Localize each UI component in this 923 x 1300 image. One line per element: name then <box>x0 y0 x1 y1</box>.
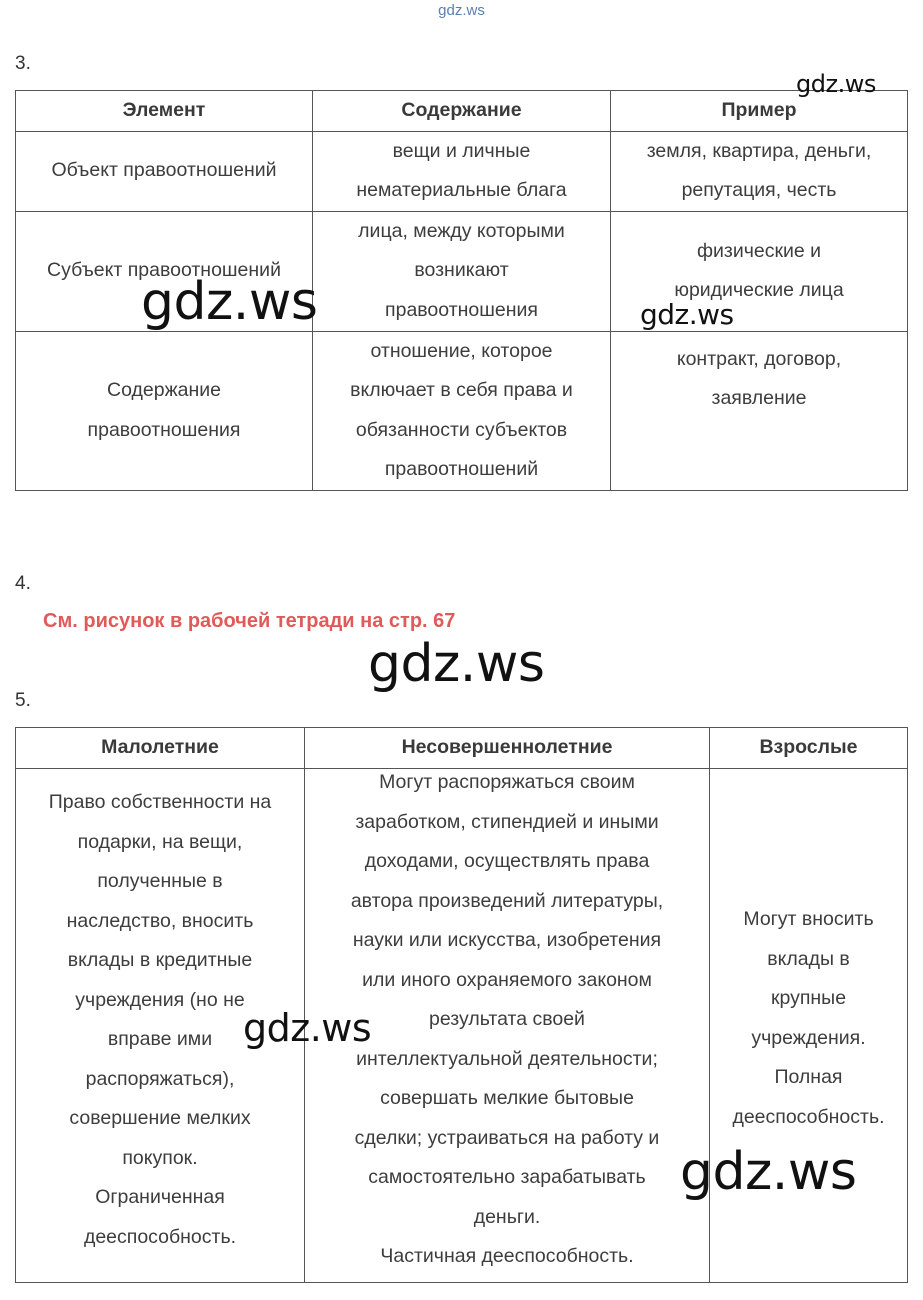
cell-content <box>313 131 611 211</box>
cell-line: возникают <box>414 259 509 281</box>
cell-line: крупные <box>770 987 847 1009</box>
watermark-text: gdz.ws <box>796 70 876 98</box>
cell-element <box>16 331 313 490</box>
cell-example <box>611 131 908 211</box>
cell-line: интеллектуальной деятельности; <box>356 1047 658 1070</box>
cell-line: контракт, договор, <box>676 347 842 370</box>
cell-line: Полная <box>774 1066 843 1088</box>
header-juveniles: Несовершеннолетние <box>305 728 710 769</box>
cell-line: совершать мелкие бытовые <box>380 1087 634 1109</box>
cell-line: заработком, стипендией и иными <box>355 810 659 833</box>
cell-line: физические и <box>696 239 822 262</box>
cell-line: вправе ими <box>107 1028 213 1050</box>
cell-line: вклады в <box>767 947 850 970</box>
cell-line: учреждения (но не <box>75 988 245 1011</box>
cell-line: земля, квартира, деньги, <box>646 139 872 162</box>
cell-line: или иного охраняемого законом <box>362 968 652 991</box>
workbook-reference-note: См. рисунок в рабочей тетради на стр. 67 <box>43 610 456 632</box>
cell-line: правоотношений <box>384 458 539 480</box>
cell-line: Право собственности на <box>48 791 272 813</box>
cell-line: науки или искусства, изобретения <box>352 929 662 951</box>
cell-line: Могут распоряжаться своим <box>379 771 635 793</box>
header-content: Содержание <box>313 91 611 132</box>
cell-line: наследство, вносить <box>66 909 254 932</box>
cell-line: Субъект правоотношений <box>47 259 281 282</box>
cell-element <box>16 131 313 211</box>
cell-line: Объект правоотношений <box>51 159 277 182</box>
section-3-number: 3. <box>15 53 31 74</box>
cell-line: распоряжаться), <box>85 1067 235 1090</box>
cell-line: лица, между которыми <box>358 219 565 242</box>
watermark-text: gdz.ws <box>243 1006 372 1050</box>
cell-line: репутация, честь <box>681 179 837 201</box>
cell-line: доходами, осуществлять права <box>364 850 650 872</box>
cell-line: отношение, которое <box>370 339 553 362</box>
watermark-text: gdz.ws <box>141 272 318 332</box>
cell-line: дееспособность. <box>732 1105 885 1128</box>
cell-line: обязанности субъектов <box>355 418 568 441</box>
watermark-text: gdz.ws <box>680 1142 857 1202</box>
section-5-number: 5. <box>15 690 31 711</box>
cell-line: заявление <box>711 387 807 409</box>
cell-line: Частичная дееспособность. <box>380 1245 634 1267</box>
cell-line: дееспособность. <box>83 1225 237 1248</box>
cell-line: нематериальные блага <box>356 179 567 201</box>
cell-line: Ограниченная <box>95 1186 225 1208</box>
cell-line: деньги. <box>473 1205 541 1228</box>
cell-example <box>611 331 908 490</box>
cell-line: сделки; устраиваться на работу и <box>354 1126 660 1149</box>
table-row <box>16 769 908 1283</box>
section-4-number: 4. <box>15 573 31 594</box>
cell-line: вещи и личные <box>392 139 531 162</box>
header-element: Элемент <box>16 91 313 132</box>
table-row <box>16 331 908 490</box>
cell-line: юридические лица <box>674 279 844 301</box>
top-watermark: gdz.ws <box>438 2 485 19</box>
cell-line: правоотношения <box>385 298 538 321</box>
cell-line: Содержание <box>107 379 221 401</box>
watermark-text: gdz.ws <box>368 634 545 694</box>
cell-line: автора произведений литературы, <box>350 889 664 912</box>
header-minors: Малолетние <box>16 728 305 769</box>
cell-line: учреждения. <box>751 1026 866 1049</box>
cell-line: результата своей <box>429 1008 585 1030</box>
cell-line: совершение мелких <box>69 1107 251 1129</box>
cell-line: покупок. <box>122 1146 198 1169</box>
header-adults: Взрослые <box>710 728 908 769</box>
watermark-text: gdz.ws <box>640 298 734 331</box>
cell-line: самостоятельно зарабатывать <box>368 1166 646 1188</box>
cell-adults <box>710 769 908 1283</box>
cell-content <box>313 211 611 331</box>
cell-line: Могут вносить <box>743 908 874 930</box>
table-row <box>16 131 908 211</box>
cell-content <box>313 331 611 490</box>
table-header-row <box>16 91 908 132</box>
cell-line: вклады в кредитные <box>67 949 253 971</box>
cell-line: подарки, на вещи, <box>77 830 243 853</box>
cell-line: включает в себя права и <box>350 379 573 401</box>
cell-line: правоотношения <box>87 418 241 441</box>
header-example: Пример <box>611 91 908 132</box>
cell-line: полученные в <box>97 870 223 892</box>
